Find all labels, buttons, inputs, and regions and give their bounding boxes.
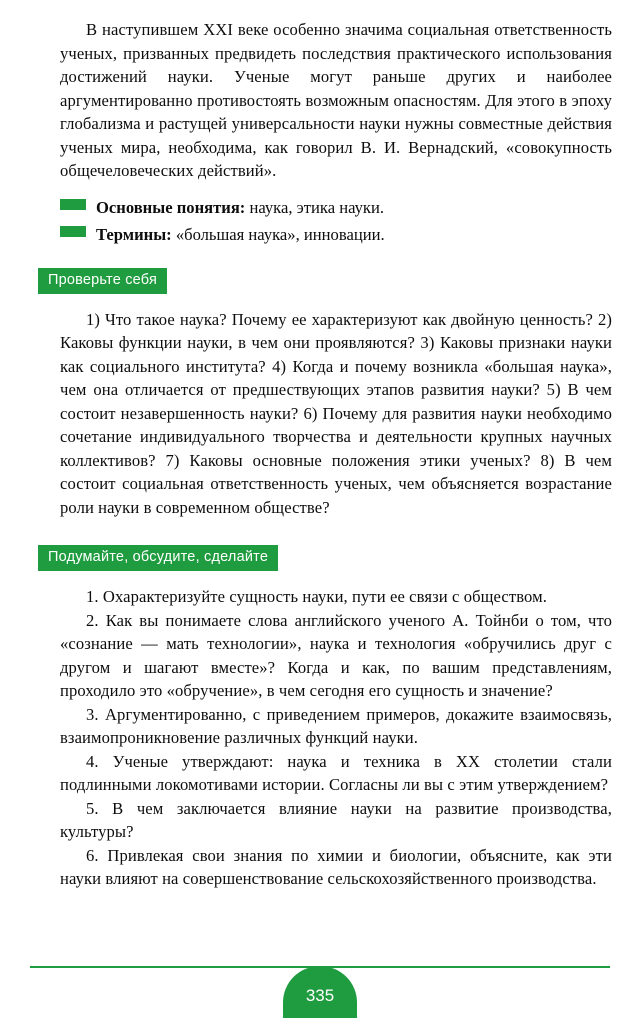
terms-row (60, 224, 612, 246)
task-item: 2. Как вы понимаете слова английского ученого А. Тойнби о том, что «сознание — мать технологии», наука и технология «обручились друг с другом и шагают вместе»? Когда и как, по вашим представлениям, проходило это «обручение», в чем сегодня его сущность и значение? (60, 610, 612, 700)
page-number-badge: 335 (283, 966, 357, 1018)
task-item: 6. Привлекая свои знания по химии и биологии, объясните, как эти науки влияют на совершенствование сельскохозяйственного производства. (60, 845, 612, 888)
terms-text (96, 224, 385, 246)
key-concepts-block (60, 197, 612, 246)
check-yourself-heading: Проверьте себя (38, 268, 167, 294)
intro-paragraph-block (60, 18, 612, 183)
key-concepts-row (60, 197, 612, 219)
task-item: 1. Охарактеризуйте сущность науки, пути ее связи с обществом. (86, 587, 547, 606)
key-concepts-text (96, 197, 384, 219)
tasks-heading-wrap (38, 545, 612, 571)
green-square-bullet-icon (60, 226, 86, 237)
tasks-heading: Подумайте, обсудите, сделайте (38, 545, 278, 571)
green-square-bullet-icon (60, 199, 86, 210)
task-item: 3. Аргументированно, с приведением примеров, докажите взаимосвязь, взаимопроникновение различных функций науки. (60, 704, 612, 747)
check-yourself-heading-wrap (38, 268, 612, 294)
check-yourself-paragraph: 1) Что такое наука? Почему ее характеризуют как двойную ценность? 2) Каковы функции науки, в чем они проявляются? 3) Каковы признаки науки как социального института? 4) Когда и почему возникла «большая наука», чем она отличается от предшествующих этапов развития науки? 5) В чем состоит незавершенность науки? 6) Почему для развития науки необходимо сочетание индивидуального творчества и деятельности крупных научных коллективов? 7) Каковы основные положения этики ученых? 8) В чем состоит социальная ответственность ученых, чем объясняется возрастание роли науки в современном обществе? (60, 309, 612, 517)
check-yourself-questions (60, 308, 612, 520)
key-concepts-label: Основные понятия: (96, 197, 246, 217)
tasks-list (60, 585, 612, 891)
terms-label: Термины: (96, 224, 172, 244)
terms-value: «большая наука», инновации. (171, 224, 385, 244)
intro-paragraph: В наступившем XXI веке особенно значима социальная ответственность ученых, призванных предвидеть последствия практического использования достижений науки. Ученые могут раньше других и наиболее аргументированно противостоять возможным опасностям. Для этого в эпоху глобализма и растущей универсальности науки нужны совместные действия ученых мира, необходима, как говорил В. И. Вернадский, «совокупность общечеловеческих действий». (60, 20, 612, 180)
key-concepts-value: наука, этика науки. (245, 197, 385, 217)
task-item: 4. Ученые утверждают: наука и техника в XX столетии стали подлинными локомотивами истории. Согласны ли вы с этим утверждением? (60, 751, 612, 794)
task-item: 5. В чем заключается влияние науки на развитие производства, культуры? (60, 798, 612, 841)
